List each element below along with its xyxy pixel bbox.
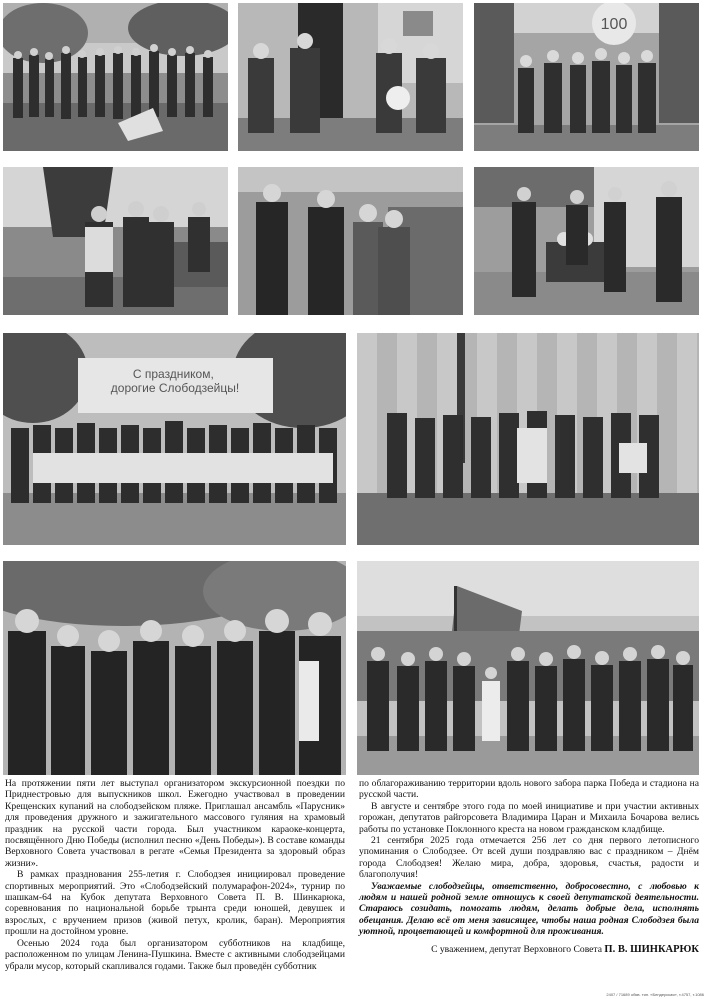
article-appeal: Уважаемые слободзейцы, ответственно, добросовестно, с любовью к людям и нашей родной земле отношусь к своей депутатской деятельности. Стараюсь созидать, помогать людям, делать добрые дела, исполнять обещания. Делаю всё от меня зависящее, чтобы наша родная Слободзея была уютной, процветающей и комфортной для проживания. <box>359 880 699 938</box>
article-paragraph: На протяжении пяти лет выступал организатором экскурсионной поездки по Приднестровью для выпускников школ. Ежегодно участвовал в проведении Крещенских купаний на слободзейском пляже. Приглашал ансамбль «Парусник» для проведения дружного и зажигательного массового гуляния на храмовый праздник на русской части города. Был участником караоке-концерта, посвящённого Дню Победы (исполнил песню «День Победы»). В составе команды Верховного Совета участвовал в регате «Семья Президента за здоровый образ жизни». <box>5 778 345 869</box>
svg-text:100: 100 <box>600 16 628 33</box>
signature-name: П. В. ШИНКАРЮК <box>604 943 699 955</box>
article-paragraph: Осенью 2024 года был организатором субботников на кладбище, расположенном по улицам Ленина-Пушкина. Вместе с активными слободзейцами убрали мусор, который скапливался годами. Также был проведён субботник <box>5 937 345 972</box>
photo-outdoor-ceremony <box>3 167 228 315</box>
article-paragraph: В августе и сентябре этого года по моей инициативе и при участии активных горожан, депутатов райгорсовета Владимира Царан и Михаила Бочарова велись работы по установке Поклонного креста на новом гражданском кладбище. <box>359 800 699 835</box>
svg-text:С праздником, дорогие Сл: С праздником, дорогие Слободзейцы! <box>110 367 240 395</box>
photo-flag-group <box>357 561 699 775</box>
article-left-column <box>5 778 345 972</box>
article-right-column <box>359 778 699 955</box>
photo-children-group <box>3 333 346 545</box>
photo-stage-group <box>357 333 699 545</box>
article-paragraph: В рамках празднования 255-летия г. Слободзея инициировал проведение спортивных мероприятий. Это «Слободзейский полумарафон-2024», турнир по шашкам-64 на Кубок депутата Верховного Совета П. В. Шинкарюка, соревнования по национальной борьбе трынта среди юношей, девушек и взрослых, с вручением призов (живой петух, кролик, баран). Мероприятия прошли на достойном уровне. <box>5 869 345 938</box>
photo-military-ceremony <box>474 167 699 315</box>
photo-outdoor-group <box>3 3 228 151</box>
photo-indoor-ceremony <box>238 167 463 315</box>
print-imprint: 2407 / 71689 обяв. тип. «Бендерская», т.4757, т.1086 <box>606 992 704 997</box>
photo-stage-anniversary <box>474 3 699 151</box>
photo-indoor-award <box>238 3 463 151</box>
article-paragraph: по облагораживанию территории вдоль нового забора парка Победа и стадиона на русской части. <box>359 778 699 801</box>
signature-prefix: С уважением, депутат Верховного Совета <box>431 943 602 955</box>
signature <box>359 944 699 955</box>
article-paragraph: 21 сентября 2025 года отмечается 256 лет со дня первого летописного упоминания о Слободзее. От всей души поздравляю вас с праздником – Днём города Слободзея! Желаю мира, добра, здоровья, счастья, радости и благополучия! <box>359 835 699 881</box>
photo-veterans-group <box>3 561 346 775</box>
